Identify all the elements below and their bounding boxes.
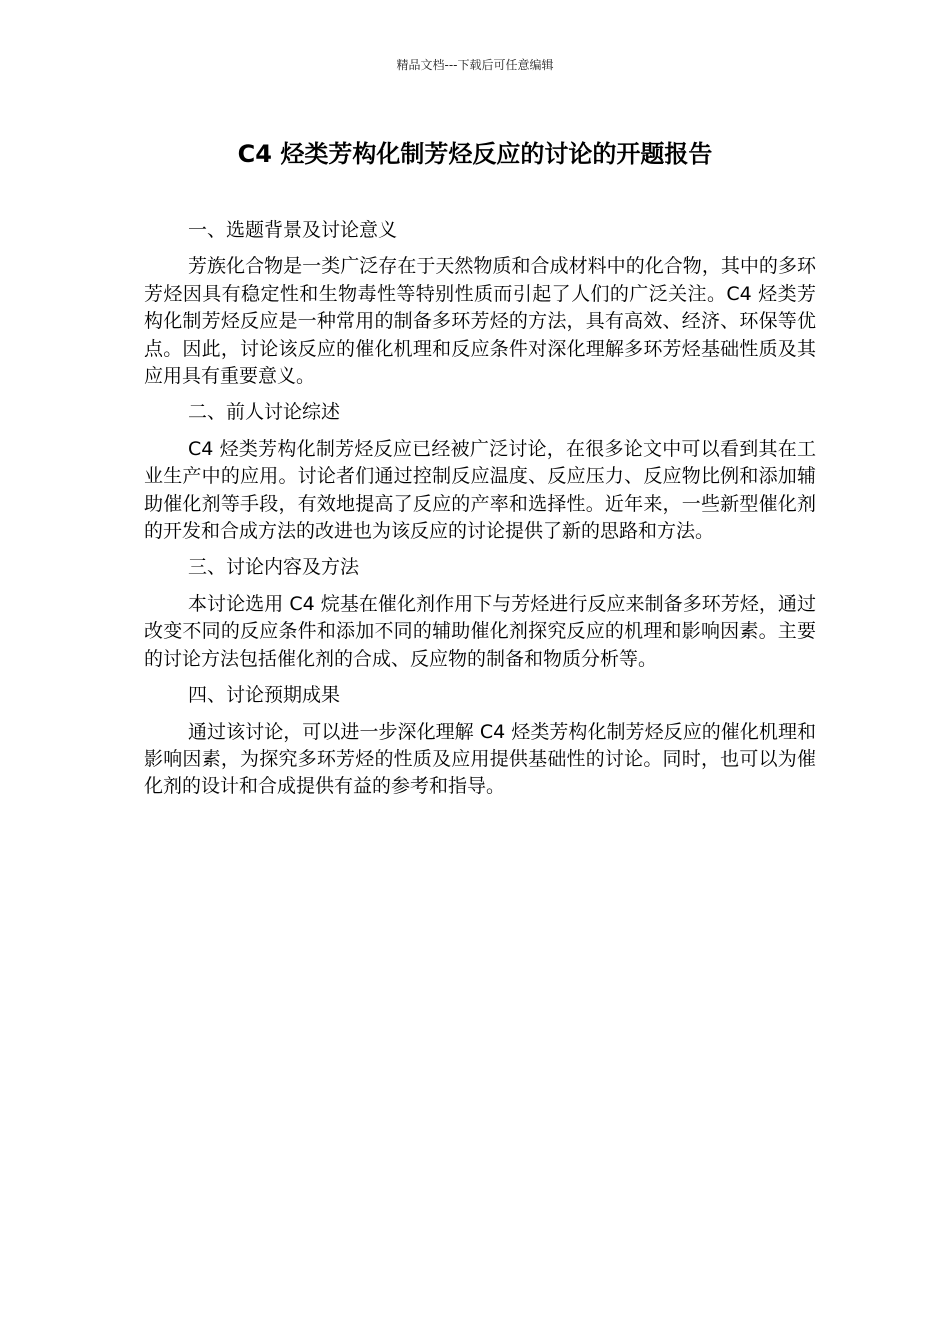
section-paragraph: C4 烃类芳构化制芳烃反应已经被广泛讨论，在很多论文中可以看到其在工业生产中的应用。讨论者们通过控制反应温度、反应压力、反应物比例和添加辅助催化剂等手段，有效地提高了反应的产率和选择性。近年来，一些新型催化剂的开发和合成方法的改进也为该反应的讨论提供了新的思路和方法。 — [144, 437, 816, 543]
document-title: C4 烃类芳构化制芳烃反应的讨论的开题报告 — [237, 140, 713, 168]
section-background — [144, 217, 816, 390]
section-paragraph: 通过该讨论，可以进一步深化理解 C4 烃类芳构化制芳烃反应的催化机理和影响因素，为探究多环芳烃的性质及应用提供基础性的讨论。同时，也可以为催化剂的设计和合成提供有益的参考和指导。 — [144, 720, 816, 798]
section-heading: 一、选题背景及讨论意义 — [188, 219, 398, 241]
header-note: 精品文档---下载后可任意编辑 — [396, 58, 554, 72]
section-heading: 四、讨论预期成果 — [188, 684, 341, 707]
section-content-methods — [144, 554, 816, 673]
section-heading: 三、讨论内容及方法 — [188, 556, 360, 579]
document-body — [144, 217, 816, 810]
section-paragraph: 本讨论选用 C4 烷基在催化剂作用下与芳烃进行反应来制备多环芳烃，通过改变不同的反应条件和添加不同的辅助催化剂探究反应的机理和影响因素。主要的讨论方法包括催化剂的合成、反应物的制备和物质分析等。 — [144, 592, 816, 670]
section-expected-results — [144, 682, 816, 801]
section-literature-review — [144, 399, 816, 545]
section-heading: 二、前人讨论综述 — [188, 401, 341, 424]
section-paragraph: 芳族化合物是一类广泛存在于天然物质和合成材料中的化合物，其中的多环芳烃因具有稳定性和生物毒性等特别性质而引起了人们的广泛关注。C4 烃类芳构化制芳烃反应是一种常用的制备多环芳烃的方法，具有高效、经济、环保等优点。因此，讨论该反应的催化机理和反应条件对深化理解多环芳烃基础性质及其应用具有重要意义。 — [144, 255, 816, 388]
